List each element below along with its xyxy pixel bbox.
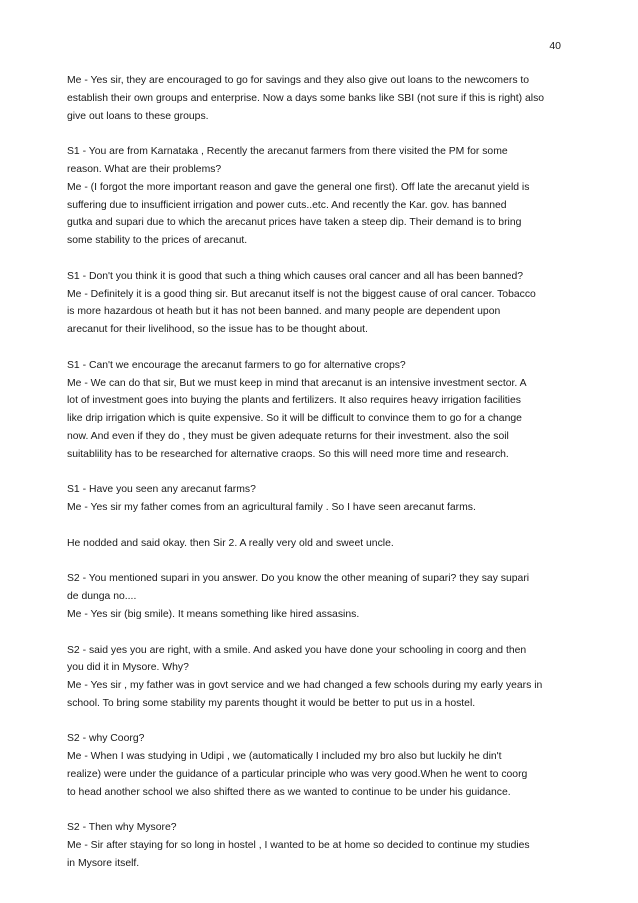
text-line: He nodded and said okay. then Sir 2. A really very old and sweet uncle. — [67, 537, 394, 549]
paragraph — [67, 143, 567, 250]
text-line: Me - Yes sir (big smile). It means something like hired assasins. — [67, 608, 360, 620]
text-line: S2 - You mentioned supari in you answer. Do you know the other meaning of supari? they say supari — [67, 573, 530, 585]
text-line: you did it in Mysore. Why? — [67, 662, 189, 674]
text-line: like drip irrigation which is quite expensive. So it will be difficult to convince them to go for a change — [67, 413, 522, 425]
paragraph — [67, 535, 567, 553]
text-line: Me - Yes sir my father comes from an agricultural family . So I have seen arecanut farms. — [67, 502, 476, 514]
text-line: S2 - Then why Mysore? — [67, 822, 177, 834]
paragraph — [67, 72, 567, 125]
text-line: reason. What are their problems? — [67, 163, 222, 175]
text-line: Me - Yes sir, they are encouraged to go for savings and they also give out loans to the newcomers to — [67, 75, 530, 86]
text-line: now. And even if they do , they must be given adequate returns for their investment. also the soil — [67, 430, 509, 442]
text-line: S2 - why Coorg? — [67, 733, 145, 745]
text-line: give out loans to these groups. — [67, 110, 209, 122]
text-line: suffering due to insufficient irrigation and power cuts..etc. And recently the Kar. gov. has banned — [67, 199, 507, 211]
text-line: S1 - Can't we encourage the arecanut farmers to go for alternative crops? — [67, 359, 406, 371]
paragraph — [67, 730, 567, 801]
paragraph — [67, 819, 567, 872]
document-body — [67, 72, 567, 891]
text-line: realize) were under the guidance of a particular principle who was very good.When he went to coorg — [67, 769, 528, 781]
text-line: S1 - Have you seen any arecanut farms? — [67, 484, 256, 496]
text-line: Me - We can do that sir, But we must keep in mind that arecanut is an intensive investment sector. A — [67, 377, 527, 389]
text-line: S1 - Don't you think it is good that such a thing which causes oral cancer and all has been banned? — [67, 270, 523, 282]
text-line: de dunga no.... — [67, 591, 137, 603]
text-line: Me - (I forgot the more important reason and gave the general one first). Off late the arecanut yield is — [67, 181, 530, 193]
text-line: lot of investment goes into buying the plants and fertilizers. It also requires heavy irrigation facilities — [67, 395, 521, 407]
paragraph — [67, 268, 567, 339]
text-line: S1 - You are from Karnataka , Recently the arecanut farmers from there visited the PM for some — [67, 146, 508, 158]
paragraph — [67, 570, 567, 623]
text-line: in Mysore itself. — [67, 858, 140, 870]
text-line: gutka and supari due to which the arecanut prices have taken a steep dip. Their demand is to bring — [67, 217, 522, 229]
text-line: Me - Definitely it is a good thing sir. But arecanut itself is not the biggest cause of oral cancer. Tobacco — [67, 288, 536, 300]
text-line: some stability to the prices of arecanut. — [67, 235, 248, 247]
text-line: Me - Sir after staying for so long in hostel , I wanted to be at home so decided to continue my studies — [67, 840, 530, 852]
text-line: Me - Yes sir , my father was in govt service and we had changed a few schools during my early years in — [67, 680, 543, 692]
text-line: is more hazardous ot heath but it has not been banned. and many people are dependent upon — [67, 306, 501, 318]
text-line: establish their own groups and enterprise. Now a days some banks like SBI (not sure if this is right) also — [67, 92, 545, 104]
page-number: 40 — [549, 40, 561, 52]
paragraph — [67, 357, 567, 464]
text-line: S2 - said yes you are right, with a smile. And asked you have done your schooling in coorg and then — [67, 644, 527, 656]
text-line: suitablility has to be researched for alternative craops. So this will need more time and research. — [67, 448, 509, 460]
paragraph — [67, 642, 567, 713]
text-line: Me - When I was studying in Udipi , we (automatically I included my bro also but luckily he din't — [67, 751, 502, 763]
text-line: arecanut for their livelihood, so the issue has to be thought about. — [67, 324, 368, 336]
text-line: school. To bring some stability my parents thought it would be better to put us in a hostel. — [67, 697, 476, 709]
paragraph — [67, 481, 567, 517]
text-line: to head another school we also shifted there as we wanted to continue to be under his guidance. — [67, 786, 511, 798]
